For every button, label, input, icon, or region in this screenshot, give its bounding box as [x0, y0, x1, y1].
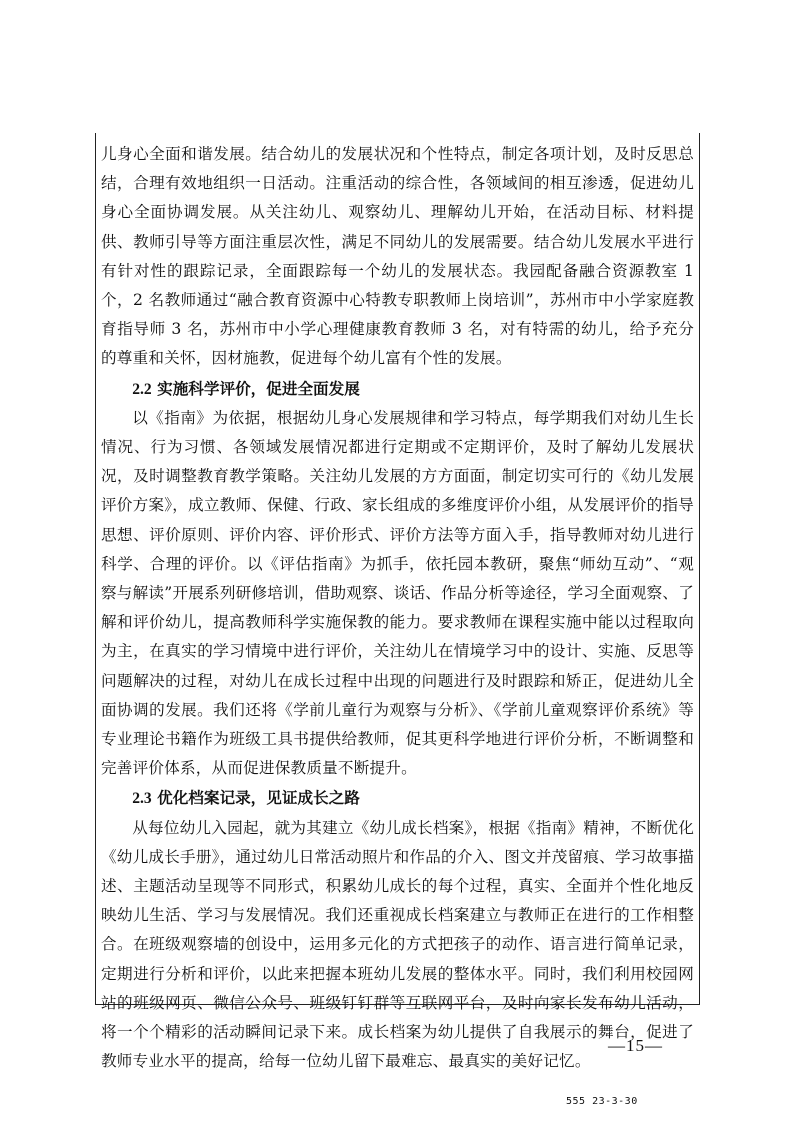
footer-code: 555 23-3-30 — [566, 1096, 638, 1107]
section-title: 实施科学评价，促进全面发展 — [151, 378, 360, 398]
page-number: —15— — [608, 1036, 663, 1055]
document-body — [101, 140, 694, 1077]
section-heading-2-3 — [101, 783, 694, 813]
section-number: 2.3 — [132, 790, 152, 808]
section-number: 2.2 — [132, 380, 152, 398]
paragraph-continued: 儿身心全面和谐发展。结合幼儿的发展状况和个性特点，制定各项计划，及时反思总结，合理有效地组织一日活动。注重活动的综合性，各领域间的相互渗透，促进幼儿身心全面协调发展。从关注幼儿、观察幼儿、理解幼儿开始，在活动目标、材料提供、教师引导等方面注重层次性，满足不同幼儿的发展需要。结合幼儿发展水平进行有针对性的跟踪记录，全面跟踪每一个幼儿的发展状态。我园配备融合资源教室 1 个，2 名教师通过“融合教育资源中心特教专职教师上岗培训”，苏州市中小学家庭教育指导师 3 名，苏州市中小学心理健康教育教师 3 名，对有特需的幼儿，给予充分的尊重和关怀，因材施教，促进每个幼儿富有个性的发展。 — [101, 145, 694, 368]
section-title: 优化档案记录，见证成长之路 — [151, 788, 360, 808]
section-heading-2-2 — [101, 374, 694, 404]
paragraph-evaluation: 以《指南》为依据，根据幼儿身心发展规律和学习特点，每学期我们对幼儿生长情况、行为习惯、各领域发展情况都进行定期或不定期评价，及时了解幼儿发展状况，及时调整教育教学策略。关注幼儿发展的方方面面，制定切实可行的《幼儿发展评价方案》，成立教师、保健、行政、家长组成的多维度评价小组，从发展评价的指导思想、评价原则、评价内容、评价形式、评价方法等方面入手，指导教师对幼儿进行科学、合理的评价。以《评估指南》为抓手，依托园本教研，聚焦“师幼互动”、“观察与解读”开展系列研修培训，借助观察、谈话、作品分析等途径，学习全面观察、了解和评价幼儿，提高教师科学实施保教的能力。要求教师在课程实施中能以过程取向为主，在真实的学习情境中进行评价，关注幼儿在情境学习中的设计、实施、反思等问题解决的过程，对幼儿在成长过程中出现的问题进行及时跟踪和矫正，促进幼儿全面协调的发展。我们还将《学前儿童行为观察与分析》、《学前儿童观察评价系统》等专业理论书籍作为班级工具书提供给教师，促其更科学地进行评价分析，不断调整和完善评价体系，从而促进保教质量不断提升。 — [101, 408, 694, 778]
paragraph-archives: 从每位幼儿入园起，就为其建立《幼儿成长档案》，根据《指南》精神，不断优化《幼儿成长手册》，通过幼儿日常活动照片和作品的介入、图文并茂留痕、学习故事描述、主题活动呈现等不同形式，积累幼儿成长的每个过程，真实、全面并个性化地反映幼儿生活、学习与发展情况。我们还重视成长档案建立与教师正在进行的工作相整合。在班级观察墙的创设中，运用多元化的方式把孩子的动作、语言进行简单记录，定期进行分析和评价，以此来把握本班幼儿发展的整体水平。同时，我们利用校园网站的班级网页、微信公众号、班级钉钉群等互联网平台，及时向家长发布幼儿活动，将一个个精彩的活动瞬间记录下来。成长档案为幼儿提供了自我展示的舞台，促进了教师专业水平的提高，给每一位幼儿留下最难忘、最真实的美好记忆。 — [101, 818, 694, 1071]
